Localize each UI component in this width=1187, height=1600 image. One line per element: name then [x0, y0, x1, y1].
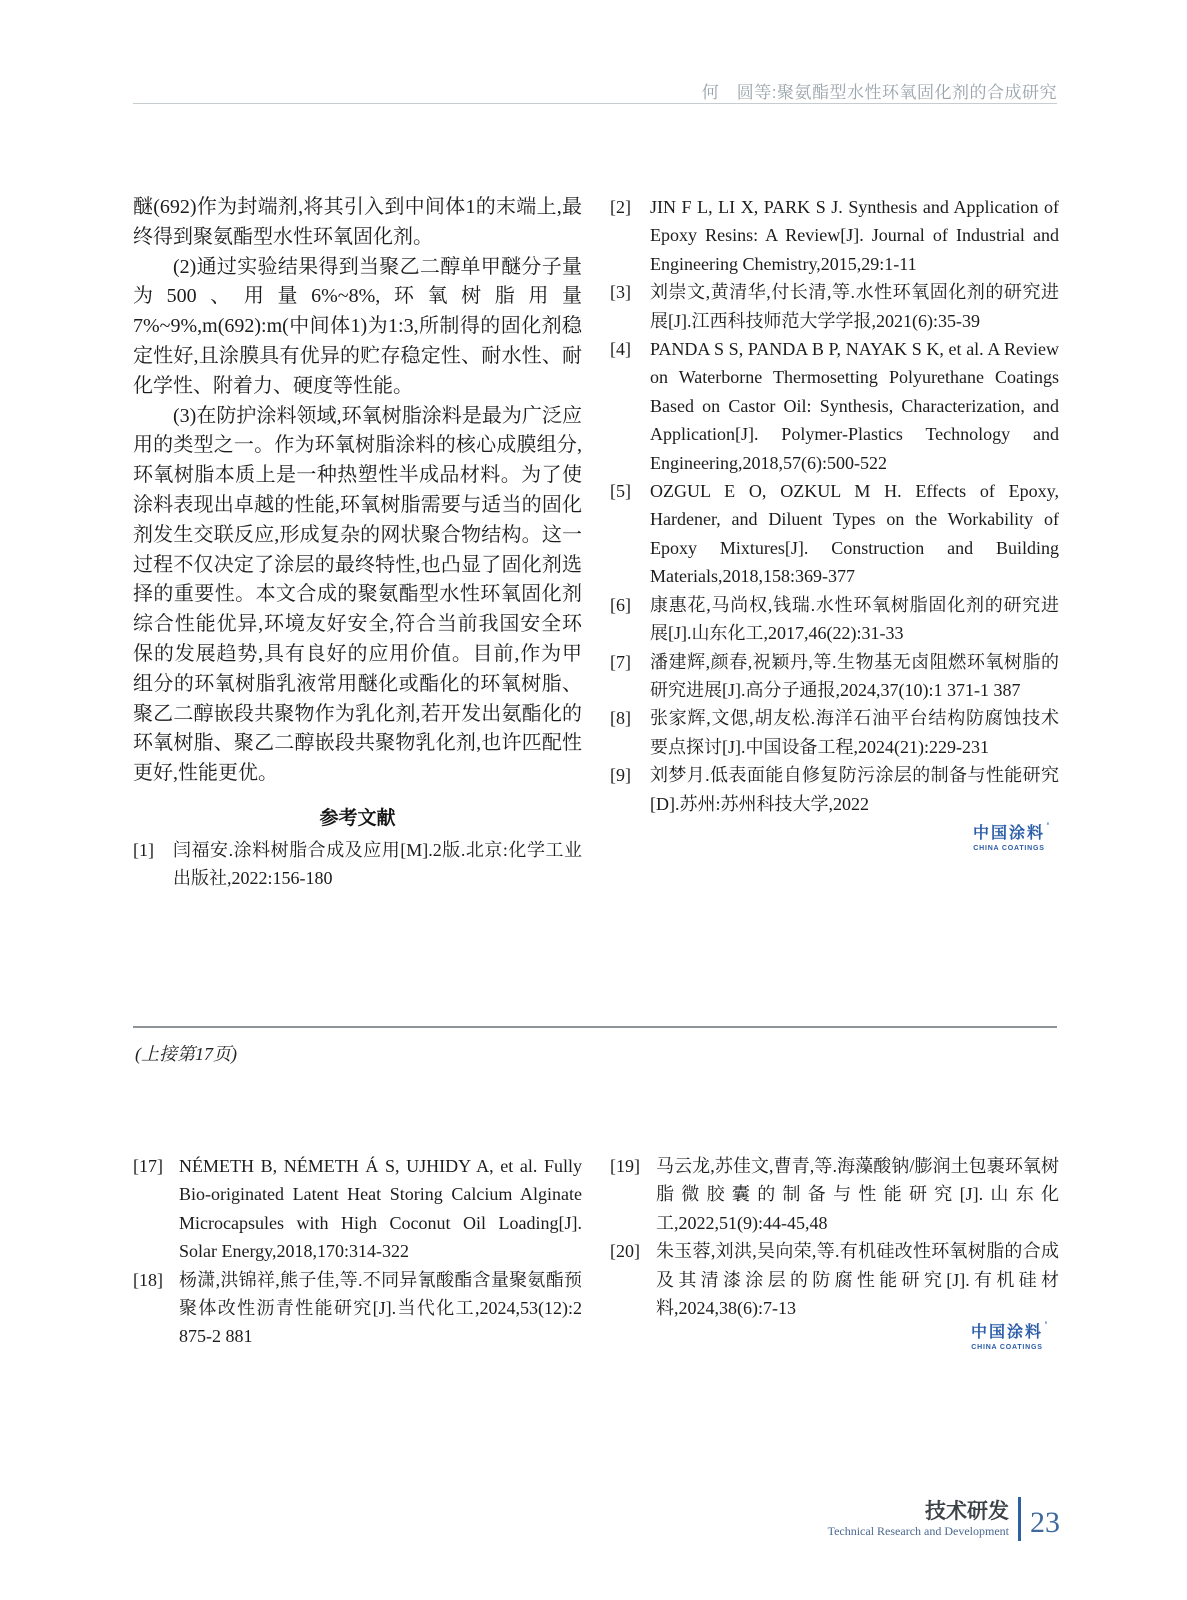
logo-chinese-text: 中国涂料 ': [972, 820, 1051, 842]
reference-number: [7]: [610, 651, 631, 672]
right-column: [610, 193, 1059, 893]
continued-from-note: (上接第17页): [135, 1044, 237, 1064]
reference-entry: [610, 477, 1059, 591]
reference-number: [2]: [610, 197, 631, 217]
lower-two-column-area: [133, 1152, 1059, 1351]
reference-number: [5]: [610, 481, 631, 502]
reference-entry: [610, 591, 1059, 648]
references-list-left: [133, 836, 582, 893]
reference-number: [3]: [610, 282, 631, 303]
continuation-references-left: [133, 1152, 582, 1351]
reference-number: [19]: [610, 1156, 640, 1176]
page-number: 23: [1030, 1506, 1060, 1539]
reference-entry: [610, 761, 1059, 818]
lower-left-column: [133, 1152, 582, 1351]
section-divider-rule: [133, 1026, 1057, 1028]
body-paragraph: 醚(692)作为封端剂,将其引入到中间体1的末端上,最终得到聚氨酯型水性环氧固化剂。: [133, 196, 582, 248]
running-head-title: 何 圆等:聚氨酯型水性环氧固化剂的合成研究: [701, 83, 1057, 102]
reference-entry: [610, 278, 1059, 335]
reference-entry: [610, 1237, 1059, 1322]
references-list-right: [610, 193, 1059, 818]
footer-section-english: Technical Research and Development: [827, 1523, 1009, 1538]
reference-entry: [610, 704, 1059, 761]
footer-divider-bar: [1018, 1497, 1021, 1541]
reference-number: [6]: [610, 594, 631, 615]
china-coatings-logo: [972, 820, 1051, 852]
logo-trademark-icon: ': [1046, 820, 1051, 831]
reference-entry: [610, 1152, 1059, 1237]
logo-english-text: CHINA COATINGS: [973, 844, 1045, 852]
references-heading: 参考文献: [319, 807, 396, 829]
logo-english-text: CHINA COATINGS: [971, 1343, 1043, 1351]
upper-two-column-area: [133, 193, 1059, 893]
reference-text: 康惠花,马尚权,钱瑞.水性环氧树脂固化剂的研究进展[J].山东化工,2017,46(22):31-33: [650, 594, 1059, 644]
continuation-references-right: [610, 1152, 1059, 1322]
left-column: [133, 193, 582, 893]
china-coatings-logo: [970, 1319, 1049, 1351]
reference-number: [4]: [610, 339, 631, 360]
logo-chinese-text: 中国涂料 ': [970, 1319, 1049, 1341]
body-paragraphs: [133, 193, 582, 789]
reference-text: NÉMETH B, NÉMETH Á S, UJHIDY A, et al. Fully Bio-originated Latent Heat Storing Calcium Alginate Microcapsules with High Coconut Oil Loading[J]. Solar Energy,2018,170:314-322: [179, 1156, 582, 1262]
reference-entry: [610, 193, 1059, 278]
reference-text: 马云龙,苏佳文,曹青,等.海藻酸钠/膨润土包裹环氧树脂微胶囊的制备与性能研究[J].山东化工,2022,51(9):44-45,48: [656, 1156, 1059, 1233]
reference-text: JIN F L, LI X, PARK S J. Synthesis and Application of Epoxy Resins: A Review[J]. Journal of Industrial and Engineering Chemistry,2015,29:1-11: [650, 197, 1059, 274]
reference-number: [9]: [610, 765, 631, 786]
reference-entry: [610, 648, 1059, 705]
reference-entry: [133, 1266, 582, 1351]
reference-text: 刘崇文,黄清华,付长清,等.水性环氧固化剂的研究进展[J].江西科技师范大学学报,2021(6):35-39: [650, 282, 1059, 331]
reference-text: OZGUL E O, OZKUL M H. Effects of Epoxy, Hardener, and Diluent Types on the Workability of Epoxy Mixtures[J]. Construction and Building Materials,2018,158:369-377: [650, 481, 1059, 587]
footer-section-labels: [828, 1500, 1009, 1538]
reference-entry: [133, 1152, 582, 1266]
reference-text: 杨潇,洪锦祥,熊子佳,等.不同异氰酸酯含量聚氨酯预聚体改性沥青性能研究[J].当代化工,2024,53(12):2 875-2 881: [179, 1269, 582, 1347]
footer-section-chinese: 技术研发: [925, 1499, 1009, 1523]
reference-text: 张家辉,文偲,胡友松.海洋石油平台结构防腐蚀技术要点探讨[J].中国设备工程,2024(21):229-231: [650, 708, 1059, 757]
body-paragraph: (2)通过实验结果得到当聚乙二醇单甲醚分子量为500、用量6%~8%,环氧树脂用量7%~9%,m(692):m(中间体1)为1:3,所制得的固化剂稳定性好,且涂膜具有优异的贮存稳定性、耐水性、耐化学性、附着力、硬度等性能。: [133, 255, 582, 397]
reference-text: 朱玉蓉,刘洪,吴向荣,等.有机硅改性环氧树脂的合成及其清漆涂层的防腐性能研究[J].有机硅材料,2024,38(6):7-13: [656, 1241, 1059, 1319]
page-footer: [828, 1497, 1060, 1541]
reference-number: [1]: [133, 839, 154, 860]
reference-number: [18]: [133, 1269, 163, 1290]
reference-entry: [610, 335, 1059, 477]
reference-text: PANDA S S, PANDA B P, NAYAK S K, et al. A Review on Waterborne Thermosetting Polyurethane Coatings Based on Castor Oil: Synthesis, Characterization, and Application[J]. Polymer-Plastics Technology and Engineering,2018,57(6):500-522: [650, 339, 1059, 473]
header-rule: [133, 103, 1057, 104]
reference-text: 刘梦月.低表面能自修复防污涂层的制备与性能研究[D].苏州:苏州科技大学,2022: [650, 765, 1059, 814]
reference-text: 潘建辉,颜春,祝颖丹,等.生物基无卤阻燃环氧树脂的研究进展[J].高分子通报,2024,37(10):1 371-1 387: [650, 651, 1059, 700]
reference-number: [20]: [610, 1241, 640, 1262]
logo-trademark-icon: ': [1044, 1319, 1049, 1330]
lower-right-column: [610, 1152, 1059, 1351]
reference-entry: [133, 836, 582, 893]
reference-number: [17]: [133, 1156, 163, 1176]
body-paragraph: (3)在防护涂料领域,环氧树脂涂料是最为广泛应用的类型之一。作为环氧树脂涂料的核心成膜组分,环氧树脂本质上是一种热塑性半成品材料。为了使涂料表现出卓越的性能,环氧树脂需要与适当的固化剂发生交联反应,形成复杂的网状聚合物结构。这一过程不仅决定了涂层的最终特性,也凸显了固化剂选择的重要性。本文合成的聚氨酯型水性环氧固化剂综合性能优异,环境友好安全,符合当前我国安全环保的发展趋势,具有良好的应用价值。目前,作为甲组分的环氧树脂乳液常用醚化或酯化的环氧树脂、聚乙二醇嵌段共聚物作为乳化剂,若开发出氨酯化的环氧树脂、聚乙二醇嵌段共聚物乳化剂,也许匹配性更好,性能更优。: [133, 404, 582, 785]
reference-number: [8]: [610, 708, 631, 729]
reference-text: 闫福安.涂料树脂合成及应用[M].2版.北京:化学工业出版社,2022:156-180: [173, 839, 582, 889]
